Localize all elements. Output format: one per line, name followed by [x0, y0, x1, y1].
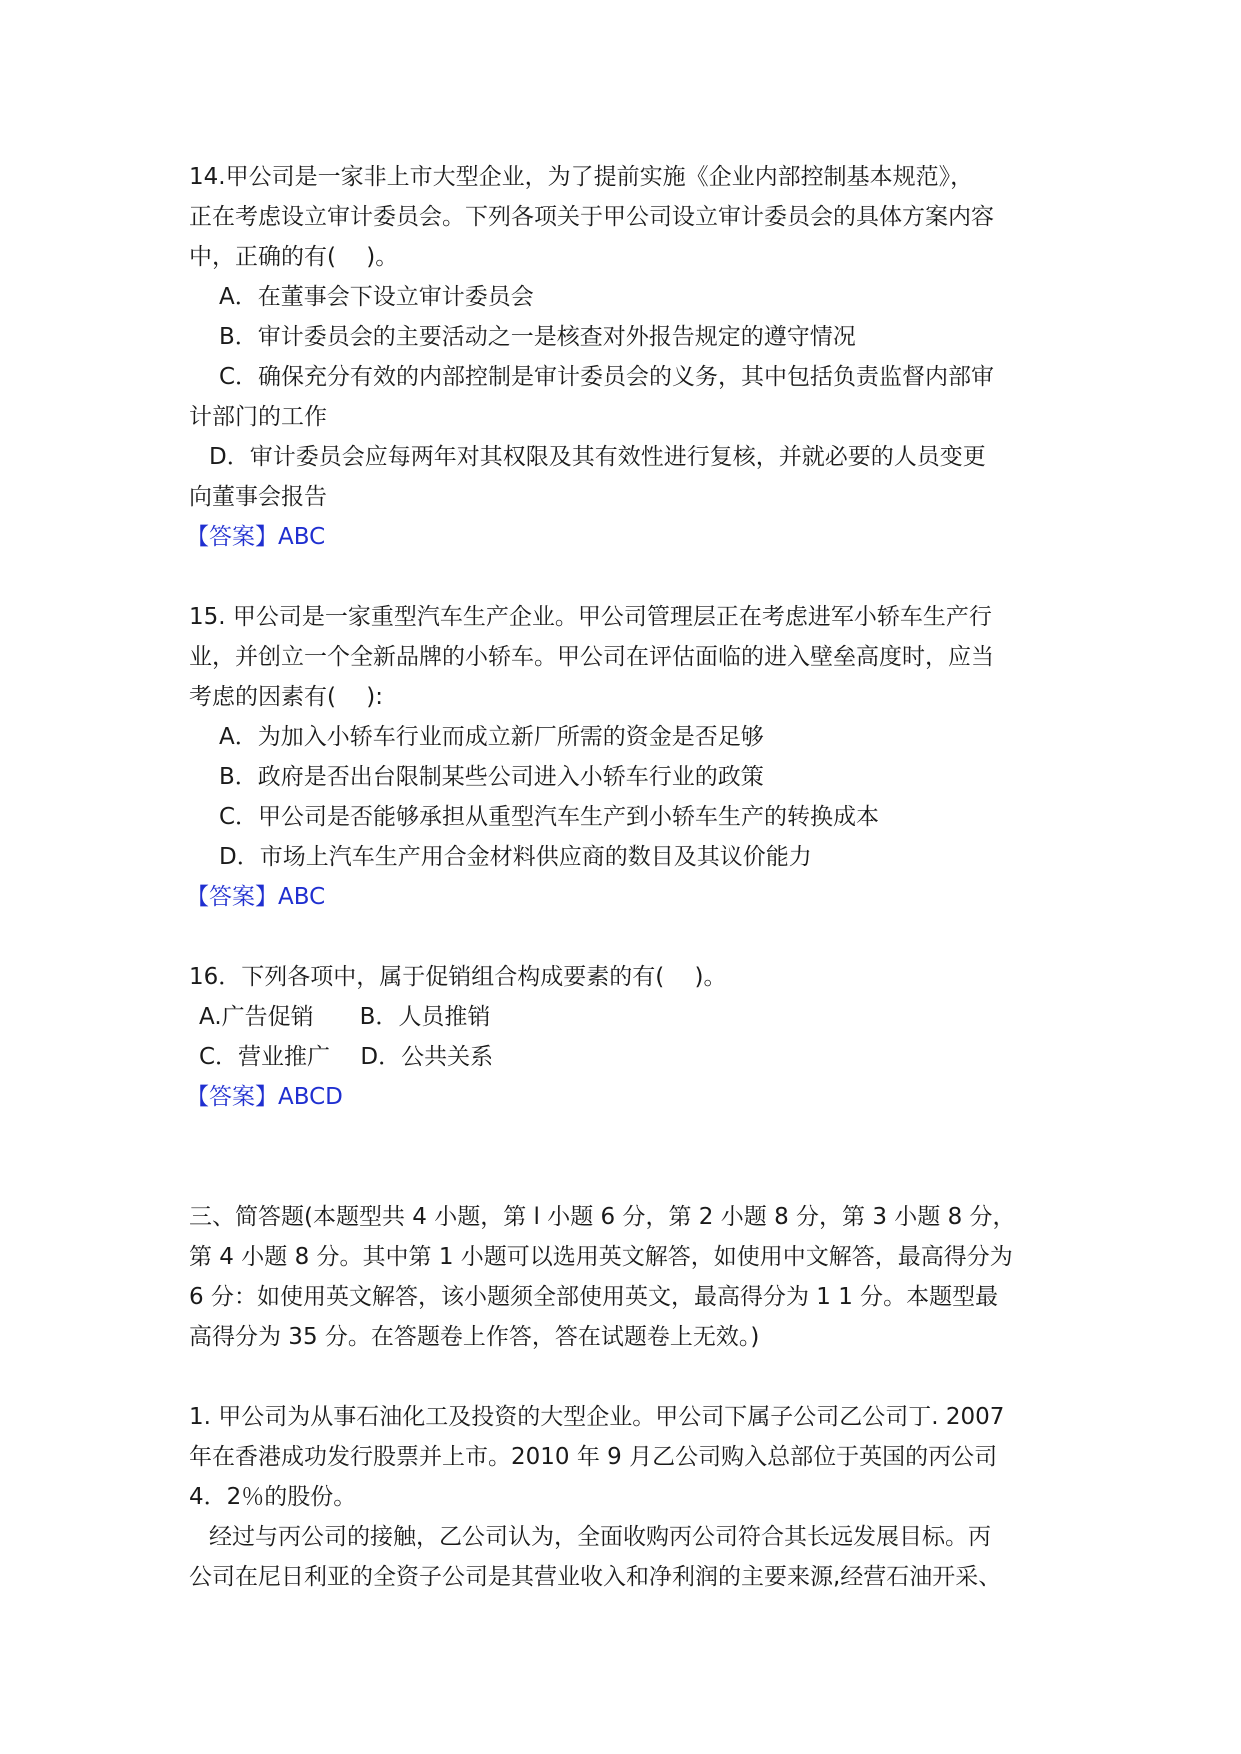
- section3-line: 三、简答题(本题型共 4 小题，第 l 小题 6 分，第 2 小题 8 分，第 3 小题 8 分，: [189, 1204, 1016, 1230]
- q14-option: 计部门的工作: [189, 404, 327, 430]
- case1-line: 年在香港成功发行股票并上市。2010 年 9 月乙公司购入总部位于英国的丙公司: [189, 1444, 998, 1470]
- q14-stem-line: 正在考虑设立审计委员会。下列各项关于甲公司设立审计委员会的具体方案内容: [189, 204, 994, 230]
- q14-option: B．审计委员会的主要活动之一是核查对外报告规定的遵守情况: [219, 324, 856, 350]
- q15-option: C．甲公司是否能够承担从重型汽车生产到小轿车生产的转换成本: [219, 804, 880, 830]
- section3-line: 6 分：如使用英文解答，该小题须全部使用英文，最高得分为 1 1 分。本题型最: [189, 1284, 999, 1310]
- q15-answer: 【答案】ABC: [186, 884, 326, 910]
- q15-option: B．政府是否出台限制某些公司进入小轿车行业的政策: [219, 764, 764, 790]
- q14-option: C．确保充分有效的内部控制是审计委员会的义务，其中包括负责监督内部审: [219, 364, 995, 390]
- q16-option: A.广告促销 B．人员推销: [199, 1004, 491, 1030]
- q14-stem-line: 14.甲公司是一家非上市大型企业，为了提前实施《企业内部控制基本规范》，: [189, 164, 974, 190]
- case1-line: 4．2％的股份。: [189, 1484, 357, 1510]
- section3-line: 第 4 小题 8 分。其中第 1 小题可以选用英文解答，如使用中文解答，最高得分为: [189, 1244, 1013, 1270]
- q16-stem: 16．下列各项中，属于促销组合构成要素的有( )。: [189, 964, 727, 990]
- case1-line: 1. 甲公司为从事石油化工及投资的大型企业。甲公司下属子公司乙公司丁. 2007: [189, 1404, 1005, 1430]
- q16-option: C．营业推广 D．公共关系: [199, 1044, 494, 1070]
- case1-line: 公司在尼日利亚的全资子公司是其营业收入和净利润的主要来源,经营石油开采、: [189, 1564, 1002, 1590]
- case1-line: 经过与丙公司的接触，乙公司认为，全面收购丙公司符合其长远发展目标。丙: [209, 1524, 991, 1550]
- q14-option: D．审计委员会应每两年对其权限及其有效性进行复核，并就必要的人员变更: [209, 444, 986, 470]
- q15-stem-line: 业，并创立一个全新品牌的小轿车。甲公司在评估面临的进入壁垒高度时，应当: [189, 644, 994, 670]
- q14-stem-line: 中，正确的有( )。: [189, 244, 399, 270]
- section3-line: 高得分为 35 分。在答题卷上作答，答在试题卷上无效。): [189, 1324, 760, 1350]
- q14-option: A．在董事会下设立审计委员会: [219, 284, 534, 310]
- q15-option: A．为加入小轿车行业而成立新厂所需的资金是否足够: [219, 724, 764, 750]
- q15-stem-line: 15. 甲公司是一家重型汽车生产企业。甲公司管理层正在考虑进军小轿车生产行: [189, 604, 992, 630]
- q15-stem-line: 考虑的因素有( ):: [189, 684, 384, 710]
- q14-answer: 【答案】ABC: [186, 524, 326, 550]
- q16-answer: 【答案】ABCD: [186, 1084, 343, 1110]
- q14-option: 向董事会报告: [189, 484, 327, 510]
- q15-option: D．市场上汽车生产用合金材料供应商的数目及其议价能力: [219, 844, 812, 870]
